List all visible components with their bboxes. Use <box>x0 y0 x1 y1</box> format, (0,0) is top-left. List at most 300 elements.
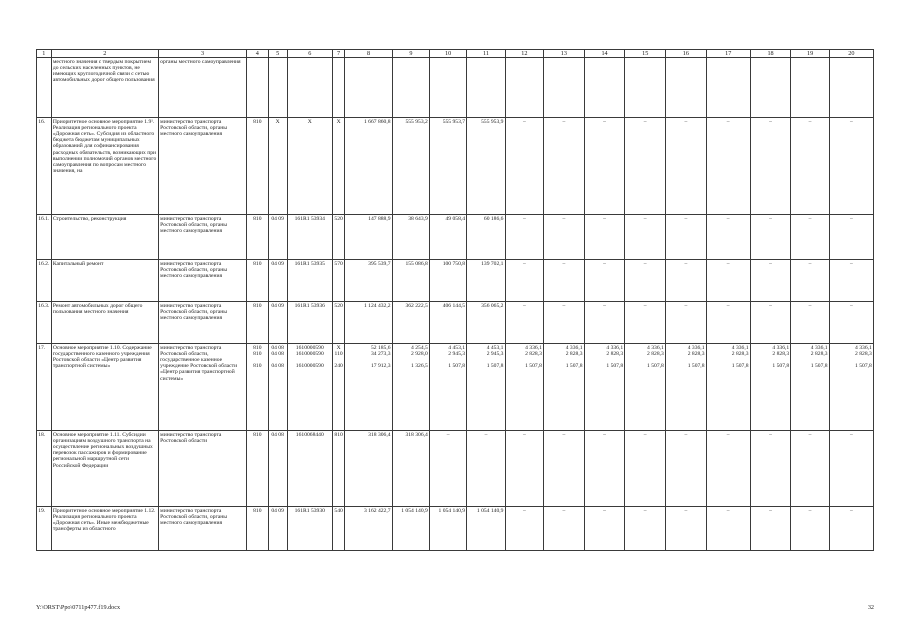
year-amount-cell <box>706 507 750 551</box>
year-amount-cell <box>791 58 829 118</box>
year-amount: – <box>769 260 772 267</box>
year-amount: – <box>726 215 730 222</box>
column-number-5: 5 <box>268 50 287 58</box>
year-amount: – <box>562 215 566 222</box>
year-amount-cell <box>467 431 505 507</box>
year-amount: 4 453,1 2 945,3 1 507,8 <box>486 344 504 370</box>
responsible-executor: министерство транспорта Ростовской области, органы местного самоуправления <box>160 507 228 526</box>
table-row <box>37 302 874 344</box>
year-amount-cell <box>750 58 791 118</box>
event-name: местного значения с твердым покрытием до сельских населенных пунктов, не имеющих круглогодичной связи с сетью автомобильных дорог общего пользования <box>52 58 155 84</box>
code-csr-cell <box>287 431 332 507</box>
year-amount: – <box>643 507 647 514</box>
year-amount: 49 058,4 <box>445 215 466 222</box>
year-amount-cell <box>544 215 585 260</box>
total-amount: 52 185,6 34 273,3 17 912,3 <box>370 344 391 370</box>
row-number-cell <box>37 58 52 118</box>
year-amount-cell <box>666 431 707 507</box>
year-amount: – <box>726 260 730 267</box>
event-name-cell <box>51 302 158 344</box>
year-amount-cell <box>430 260 467 302</box>
table-row <box>37 260 874 302</box>
table-row <box>37 344 874 431</box>
responsible-executor: министерство транспорта Ростовской области, органы местного самоуправления <box>160 118 228 137</box>
row-number-cell <box>37 215 52 260</box>
year-amount-cell <box>750 118 791 215</box>
code-vr: 520 <box>334 215 343 222</box>
year-amount: – <box>769 431 772 438</box>
year-amount: 356 065,2 <box>481 302 504 309</box>
year-amount: 318 306,4 <box>405 431 428 438</box>
year-amount: 555 953,2 <box>405 118 428 125</box>
total-amount-cell <box>345 302 392 344</box>
code-rzpr: 04 09 <box>271 507 284 514</box>
code-csr: 161R1 53935 <box>294 260 325 267</box>
year-amount-cell <box>706 215 750 260</box>
event-name: Приоритетное основное мероприятие 1.9¹. Реализация регионального проекта «Дорожная сеть». Субсидия из областного бюджета бюджетам муниципальных образований для софинансирования расходных обязательств, возникающих при выполнении полномочий органов местного самоуправления по вопросам местного значения, на <box>52 118 157 175</box>
year-amount-cell <box>584 344 625 431</box>
code-vr-cell <box>332 302 344 344</box>
responsible-executor-cell <box>158 260 246 302</box>
row-number: 16.1. <box>38 215 50 222</box>
year-amount: – <box>603 118 606 125</box>
code-rzpr-cell <box>268 344 287 431</box>
responsible-executor-cell <box>158 118 246 215</box>
total-amount: 395 539,7 <box>368 260 391 267</box>
year-amount: – <box>484 431 488 438</box>
responsible-executor-cell <box>158 58 246 118</box>
year-amount-cell <box>505 507 543 551</box>
program-budget-table <box>36 49 874 551</box>
year-amount: – <box>726 507 730 514</box>
year-amount: 4 336,1 2 828,3 1 507,8 <box>647 344 664 370</box>
event-name-cell <box>51 118 158 215</box>
year-amount-cell <box>584 302 625 344</box>
year-amount-cell <box>392 260 429 302</box>
year-amount: – <box>769 302 772 309</box>
year-amount-cell <box>791 302 829 344</box>
event-name: Основное мероприятие 1.11. Субсидии организациям воздушного транспорта на осуществление региональных воздушных перевозок пассажиров и формирование региональной маршрутной сети Российской Федерации <box>52 431 153 469</box>
code-csr-cell <box>287 302 332 344</box>
code-vr-cell <box>332 58 344 118</box>
column-number-8: 8 <box>345 50 392 58</box>
year-amount: – <box>849 302 853 309</box>
year-amount-cell <box>430 58 467 118</box>
column-number-12: 12 <box>505 50 543 58</box>
column-number-15: 15 <box>625 50 666 58</box>
year-amount: 4 336,1 2 828,3 1 507,8 <box>687 344 705 370</box>
year-amount: – <box>643 302 647 309</box>
total-amount: 1 124 432,2 <box>363 302 391 309</box>
year-amount-cell <box>430 507 467 551</box>
year-amount-cell <box>392 118 429 215</box>
year-amount: 1 054 140,9 <box>401 507 428 514</box>
year-amount-cell <box>829 215 873 260</box>
year-amount: – <box>522 260 526 267</box>
year-amount-cell <box>625 260 666 302</box>
column-number-11: 11 <box>467 50 505 58</box>
year-amount: – <box>684 431 688 438</box>
code-csr: 1610068440 <box>295 431 324 438</box>
row-number-cell <box>37 118 52 215</box>
year-amount-cell <box>467 344 505 431</box>
event-name: Приоритетное основное мероприятие 1.12. Реализация регионального проекта «Дорожная сеть». Иные межбюджетные трансферты из областного <box>52 507 156 533</box>
event-name-cell <box>51 344 158 431</box>
year-amount-cell <box>666 260 707 302</box>
code-vr-cell <box>332 260 344 302</box>
year-amount-cell <box>829 431 873 507</box>
table-row <box>37 507 874 551</box>
row-number: 19. <box>38 507 46 514</box>
year-amount-cell <box>706 344 750 431</box>
code-csr-cell <box>287 260 332 302</box>
code-vr-cell <box>332 507 344 551</box>
year-amount: 1 054 140,9 <box>476 507 504 514</box>
code-grbs-cell <box>247 260 268 302</box>
code-csr: 161R1 53936 <box>294 302 325 309</box>
year-amount-cell <box>829 344 873 431</box>
code-vr-cell <box>332 431 344 507</box>
year-amount-cell <box>544 431 585 507</box>
year-amount: 4 336,1 2 828,3 1 507,8 <box>855 344 872 370</box>
year-amount: – <box>522 431 526 438</box>
year-amount-cell <box>750 260 791 302</box>
year-amount-cell <box>505 58 543 118</box>
year-amount-cell <box>430 215 467 260</box>
code-csr: X <box>307 118 312 125</box>
year-amount: – <box>643 431 647 438</box>
year-amount: – <box>769 507 772 514</box>
code-grbs-cell <box>247 431 268 507</box>
code-rzpr: 04 09 <box>271 215 284 222</box>
row-number: 16. <box>38 118 46 125</box>
year-amount: 4 336,1 2 828,3 1 507,8 <box>565 344 583 370</box>
code-vr-cell <box>332 215 344 260</box>
code-vr: X <box>336 118 341 125</box>
column-number-2: 2 <box>51 50 158 58</box>
code-rzpr: 04 08 <box>271 431 284 438</box>
code-grbs-cell <box>247 58 268 118</box>
year-amount: – <box>603 215 606 222</box>
year-amount: – <box>726 431 730 438</box>
year-amount: 139 702,1 <box>481 260 504 267</box>
code-rzpr-cell <box>268 431 287 507</box>
responsible-executor: министерство транспорта Ростовской области <box>160 431 222 444</box>
year-amount: – <box>562 302 566 309</box>
year-amount-cell <box>706 58 750 118</box>
year-amount-cell <box>666 344 707 431</box>
table-row <box>37 431 874 507</box>
responsible-executor: органы местного самоуправления <box>160 58 241 65</box>
year-amount-cell <box>666 58 707 118</box>
year-amount: – <box>849 431 853 438</box>
row-number: 16.3. <box>38 302 50 309</box>
year-amount: – <box>849 507 853 514</box>
year-amount: – <box>769 118 772 125</box>
year-amount: – <box>603 507 606 514</box>
code-csr: 161R1 53934 <box>294 215 325 222</box>
year-amount-cell <box>430 431 467 507</box>
year-amount-cell <box>505 118 543 215</box>
year-amount-cell <box>750 344 791 431</box>
code-rzpr: 04 08 04 08 04 08 <box>271 344 284 370</box>
year-amount-cell <box>791 507 829 551</box>
responsible-executor-cell <box>158 431 246 507</box>
year-amount-cell <box>750 302 791 344</box>
year-amount-cell <box>625 431 666 507</box>
year-amount: – <box>849 118 853 125</box>
year-amount-cell <box>791 215 829 260</box>
event-name-cell <box>51 260 158 302</box>
year-amount: 100 750,8 <box>442 260 466 267</box>
year-amount: – <box>562 118 566 125</box>
code-grbs: 810 <box>253 302 262 309</box>
year-amount: 4 336,1 2 828,3 1 507,8 <box>810 344 828 370</box>
year-amount-cell <box>706 260 750 302</box>
year-amount-cell <box>584 507 625 551</box>
code-grbs-cell <box>247 118 268 215</box>
total-amount: 318 306,4 <box>368 431 391 438</box>
code-vr-cell <box>332 344 344 431</box>
year-amount-cell <box>750 431 791 507</box>
code-rzpr: 04 09 <box>271 302 284 309</box>
column-number-19: 19 <box>791 50 829 58</box>
year-amount: 155 086,8 <box>405 260 428 267</box>
column-number-6: 6 <box>287 50 332 58</box>
code-grbs: 810 <box>253 431 262 438</box>
year-amount-cell <box>544 302 585 344</box>
column-number-9: 9 <box>392 50 429 58</box>
year-amount: – <box>808 507 812 514</box>
row-number: 16.2. <box>38 260 50 267</box>
year-amount-cell <box>544 58 585 118</box>
year-amount-cell <box>430 344 467 431</box>
year-amount-cell <box>467 118 505 215</box>
year-amount-cell <box>791 344 829 431</box>
year-amount: 4 336,1 2 828,3 1 507,8 <box>772 344 790 370</box>
year-amount: – <box>446 431 450 438</box>
year-amount: – <box>522 302 526 309</box>
year-amount: – <box>522 215 526 222</box>
year-amount-cell <box>505 260 543 302</box>
year-amount-cell <box>392 215 429 260</box>
year-amount: – <box>684 302 688 309</box>
year-amount-cell <box>392 58 429 118</box>
year-amount: – <box>808 431 812 438</box>
code-grbs-cell <box>247 344 268 431</box>
code-grbs: 810 <box>253 260 262 267</box>
column-number-20: 20 <box>829 50 873 58</box>
event-name: Основное мероприятие 1.10. Содержание государственного казенного учреждения Ростовской области «Центр развития транспортной системы» <box>52 344 152 370</box>
year-amount: 4 336,1 2 828,3 1 507,8 <box>525 344 542 370</box>
year-amount: – <box>522 118 526 125</box>
year-amount-cell <box>625 507 666 551</box>
code-grbs: 810 810 810 <box>253 344 262 370</box>
year-amount: – <box>684 507 688 514</box>
year-amount-cell <box>467 507 505 551</box>
code-csr-cell <box>287 58 332 118</box>
code-csr-cell <box>287 507 332 551</box>
total-amount: 1 667 860,8 <box>363 118 391 125</box>
year-amount: – <box>849 215 853 222</box>
year-amount: – <box>603 260 606 267</box>
year-amount: – <box>522 507 526 514</box>
year-amount-cell <box>584 431 625 507</box>
year-amount-cell <box>467 260 505 302</box>
column-number-10: 10 <box>430 50 467 58</box>
year-amount-cell <box>430 118 467 215</box>
year-amount: 4 336,1 2 828,3 1 507,8 <box>731 344 749 370</box>
year-amount-cell <box>666 507 707 551</box>
year-amount-cell <box>467 58 505 118</box>
total-amount-cell <box>345 260 392 302</box>
event-name-cell <box>51 507 158 551</box>
year-amount: 4 254,5 2 928,0 1 326,5 <box>411 344 428 370</box>
code-vr-cell <box>332 118 344 215</box>
event-name: Ремонт автомобильных дорог общего пользования местного значения <box>52 302 143 315</box>
year-amount-cell <box>706 118 750 215</box>
year-amount: – <box>684 215 688 222</box>
total-amount: 3 162 422,7 <box>363 507 391 514</box>
row-number-cell <box>37 507 52 551</box>
total-amount-cell <box>345 431 392 507</box>
row-number: 18. <box>38 431 46 438</box>
total-amount-cell <box>345 58 392 118</box>
year-amount-cell <box>625 344 666 431</box>
year-amount-cell <box>392 344 429 431</box>
year-amount: – <box>808 260 812 267</box>
year-amount-cell <box>584 260 625 302</box>
year-amount: 406 144,5 <box>442 302 466 309</box>
year-amount: 38 643,9 <box>408 215 428 222</box>
responsible-executor-cell <box>158 302 246 344</box>
column-number-3: 3 <box>158 50 246 58</box>
column-number-13: 13 <box>544 50 585 58</box>
code-csr: 161R1 53930 <box>294 507 325 514</box>
code-csr-cell <box>287 215 332 260</box>
code-grbs: 810 <box>253 507 262 514</box>
total-amount-cell <box>345 118 392 215</box>
year-amount-cell <box>544 118 585 215</box>
year-amount: – <box>808 118 812 125</box>
responsible-executor: министерство транспорта Ростовской области, органы местного самоуправления <box>160 302 228 321</box>
year-amount-cell <box>666 302 707 344</box>
code-rzpr-cell <box>268 58 287 118</box>
year-amount-cell <box>392 431 429 507</box>
document-file-path: Y:\ORST\Ppo\0711p477.f19.docx <box>36 604 121 611</box>
year-amount: – <box>603 431 606 438</box>
year-amount-cell <box>750 507 791 551</box>
year-amount-cell <box>505 431 543 507</box>
year-amount-cell <box>791 431 829 507</box>
code-rzpr-cell <box>268 302 287 344</box>
year-amount-cell <box>829 507 873 551</box>
code-vr: 810 <box>334 431 343 438</box>
code-csr: 1610000590 1610000590 1610000590 <box>295 344 324 370</box>
year-amount-cell <box>430 302 467 344</box>
column-number-16: 16 <box>666 50 707 58</box>
code-rzpr-cell <box>268 260 287 302</box>
code-grbs-cell <box>247 507 268 551</box>
column-number-7: 7 <box>332 50 344 58</box>
year-amount: 4 453,1 2 945,3 1 507,8 <box>448 344 466 370</box>
responsible-executor-cell <box>158 215 246 260</box>
event-name-cell <box>51 431 158 507</box>
year-amount-cell <box>392 507 429 551</box>
year-amount-cell <box>791 118 829 215</box>
year-amount: 362 222,5 <box>405 302 428 309</box>
total-amount-cell <box>345 215 392 260</box>
code-rzpr-cell <box>268 118 287 215</box>
page-number: 32 <box>867 604 874 611</box>
year-amount-cell <box>584 118 625 215</box>
year-amount-cell <box>584 58 625 118</box>
event-name: Капитальный ремонт <box>52 260 104 267</box>
row-number-cell <box>37 260 52 302</box>
year-amount: – <box>562 507 566 514</box>
responsible-executor: министерство транспорта Ростовской области, органы местного самоуправления <box>160 215 228 234</box>
row-number-cell <box>37 344 52 431</box>
year-amount-cell <box>544 260 585 302</box>
year-amount-cell <box>625 118 666 215</box>
year-amount-cell <box>505 344 543 431</box>
code-csr-cell <box>287 344 332 431</box>
year-amount-cell <box>505 302 543 344</box>
code-rzpr: X <box>275 118 280 125</box>
code-rzpr: 04 09 <box>271 260 284 267</box>
year-amount-cell <box>666 215 707 260</box>
table-row <box>37 215 874 260</box>
year-amount-cell <box>829 302 873 344</box>
year-amount-cell <box>467 215 505 260</box>
year-amount-cell <box>467 302 505 344</box>
event-name-cell <box>51 215 158 260</box>
year-amount-cell <box>544 344 585 431</box>
year-amount: – <box>603 302 606 309</box>
year-amount: – <box>562 260 566 267</box>
total-amount-cell <box>345 507 392 551</box>
year-amount: 555 953,9 <box>481 118 504 125</box>
year-amount-cell <box>706 302 750 344</box>
code-rzpr-cell <box>268 215 287 260</box>
year-amount: – <box>808 302 812 309</box>
year-amount-cell <box>829 58 873 118</box>
year-amount-cell <box>392 302 429 344</box>
code-vr: 540 <box>334 507 343 514</box>
year-amount: – <box>684 118 688 125</box>
year-amount: – <box>726 302 730 309</box>
responsible-executor: министерство транспорта Ростовской области, органы местного самоуправления <box>160 260 228 279</box>
code-grbs: 810 <box>253 215 262 222</box>
year-amount: 60 186,6 <box>483 215 504 222</box>
year-amount: – <box>808 215 812 222</box>
code-vr: 570 <box>334 260 343 267</box>
year-amount-cell <box>544 507 585 551</box>
year-amount: – <box>562 431 566 438</box>
year-amount: 4 336,1 2 828,3 1 507,8 <box>606 344 624 370</box>
responsible-executor: министерство транспорта Ростовской области, государственное казенное учреждение Ростовской области «Центр развития транспортной системы» <box>160 344 238 382</box>
code-rzpr-cell <box>268 507 287 551</box>
column-number-4: 4 <box>247 50 268 58</box>
total-amount-cell <box>345 344 392 431</box>
column-number-18: 18 <box>750 50 791 58</box>
year-amount-cell <box>791 260 829 302</box>
row-number: 17. <box>38 344 46 351</box>
year-amount-cell <box>625 215 666 260</box>
event-name: Строительство, реконструкция <box>52 215 127 222</box>
year-amount: – <box>643 260 647 267</box>
year-amount-cell <box>750 215 791 260</box>
